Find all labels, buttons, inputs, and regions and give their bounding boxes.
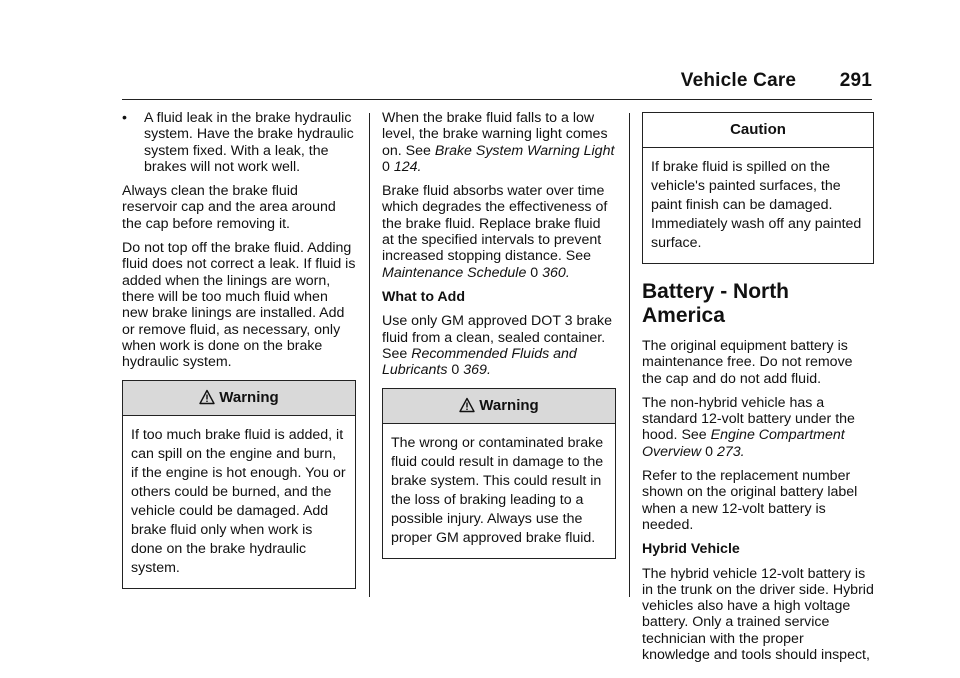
period: . bbox=[417, 158, 422, 175]
warning-icon bbox=[459, 397, 475, 413]
paragraph bbox=[382, 313, 616, 378]
page-ref-icon: 0 bbox=[705, 443, 713, 460]
column-middle bbox=[382, 110, 616, 559]
warning-title bbox=[383, 389, 615, 424]
page-ref-icon: 0 bbox=[530, 264, 539, 281]
column-right bbox=[642, 110, 874, 671]
page-ref[interactable]: 124 bbox=[393, 158, 418, 175]
caution-box bbox=[642, 112, 874, 264]
warning-title bbox=[123, 381, 355, 416]
warning-body: The wrong or contaminated brake fluid could result in damage to the brake system. This could result in the loss of braking leading to a possible injury. Always use the proper GM approved brake fluid. bbox=[391, 435, 604, 547]
period: . bbox=[565, 264, 570, 281]
page-ref[interactable]: 369 bbox=[463, 362, 487, 379]
cross-reference-link[interactable]: Brake System Warning Light bbox=[434, 142, 615, 159]
header-rule bbox=[122, 99, 872, 100]
page-number: 291 bbox=[839, 70, 872, 91]
section-title: Vehicle Care bbox=[680, 70, 797, 91]
warning-box bbox=[122, 380, 356, 589]
paragraph bbox=[382, 110, 616, 175]
subheading: Hybrid Vehicle bbox=[642, 541, 740, 558]
page-ref-icon: 0 bbox=[451, 362, 460, 379]
paragraph-text: When the brake fluid falls to a low level, the brake warning light comes on. See bbox=[382, 110, 608, 159]
page-header bbox=[681, 70, 872, 92]
section-heading: Battery - North America bbox=[642, 280, 790, 327]
column-left bbox=[122, 110, 356, 589]
period: . bbox=[740, 443, 745, 460]
column-divider bbox=[629, 113, 630, 597]
paragraph-text: Brake fluid absorbs water over time which degrades the effectiveness of the brake fluid. Replace brake fluid at the specified intervals to prevent increased stopping distance. See bbox=[382, 183, 608, 265]
subheading: What to Add bbox=[382, 288, 465, 305]
cross-reference-link[interactable]: Maintenance Schedule bbox=[382, 264, 527, 281]
bullet-text: A fluid leak in the brake hydraulic system. Have the brake hydraulic system fixed. With a leak, the brakes will not work well. bbox=[144, 110, 354, 175]
paragraph bbox=[642, 395, 874, 460]
cross-reference-link[interactable]: Engine Compartment Overview bbox=[642, 427, 845, 460]
paragraph bbox=[382, 183, 616, 281]
page-ref[interactable]: 273 bbox=[716, 443, 741, 460]
warning-box bbox=[382, 388, 616, 559]
paragraph-text: The non-hybrid vehicle has a standard 12-volt battery under the hood. See bbox=[642, 394, 855, 444]
warning-title-text: Warning bbox=[479, 397, 539, 415]
paragraph: The original equipment battery is maintenance free. Do not remove the cap and do not add fluid. bbox=[642, 338, 853, 387]
caution-title: Caution bbox=[643, 113, 873, 148]
page-ref-icon: 0 bbox=[382, 158, 390, 175]
bullet-item bbox=[122, 110, 356, 175]
caution-body: If brake fluid is spilled on the vehicle's painted surfaces, the paint finish can be damaged. Immediately wash off any painted surface. bbox=[651, 159, 862, 251]
paragraph: Do not top off the brake fluid. Adding fluid does not correct a leak. If fluid is added when the linings are worn, there will be too much fluid when new brake linings are installed. Add or remove fluid, as necessary, only when work is done on the brake hydraulic system. bbox=[122, 240, 356, 371]
period: . bbox=[486, 362, 491, 379]
paragraph: Always clean the brake fluid reservoir cap and the area around the cap before removing it. bbox=[122, 183, 336, 232]
warning-title-text: Warning bbox=[219, 389, 279, 407]
column-divider bbox=[369, 113, 370, 597]
paragraph: The hybrid vehicle 12-volt battery is in the trunk on the driver side. Hybrid vehicles also have a high voltage battery. Only a trained service technician with the proper knowledge and tools should inspect, bbox=[642, 565, 874, 664]
cross-reference-link[interactable]: Recommended Fluids and Lubricants bbox=[382, 345, 577, 379]
paragraph: Refer to the replacement number shown on the original battery label when a new 12-volt battery is needed. bbox=[642, 468, 858, 533]
page-ref[interactable]: 360 bbox=[542, 264, 566, 281]
bullet-marker: • bbox=[122, 110, 127, 126]
warning-body: If too much brake fluid is added, it can spill on the engine and burn, if the engine is hot enough. You or others could be burned, and the vehicle could be damaged. Add brake fluid only when work is done on the brake hydraulic system. bbox=[131, 427, 346, 577]
paragraph-text: Use only GM approved DOT 3 brake fluid from a clean, sealed container. See bbox=[382, 313, 612, 362]
warning-icon bbox=[199, 389, 215, 405]
